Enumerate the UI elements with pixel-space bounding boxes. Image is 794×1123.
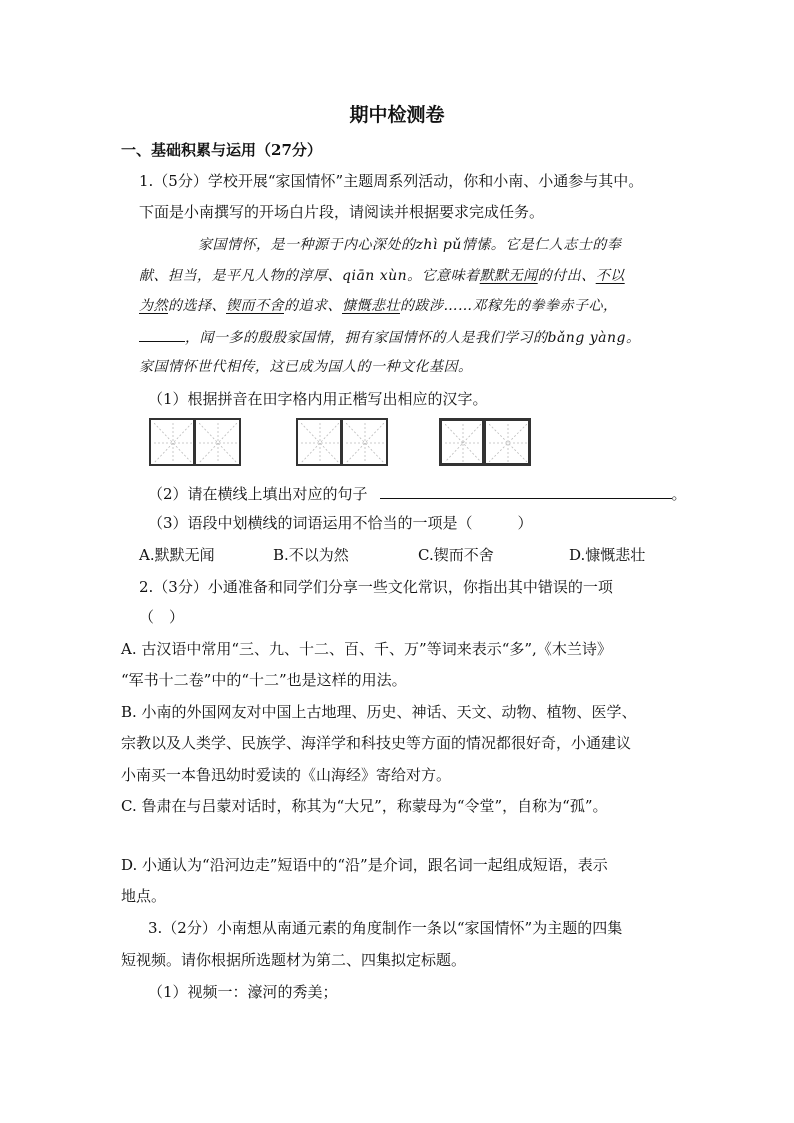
section-heading: 一、基础积累与运用（27分）: [121, 141, 322, 159]
passage-text: 献、担当，是平凡人物的淳厚、qiān xùn。它意味着: [139, 268, 480, 284]
q1-stem-line2: 下面是小南撰写的开场白片段，请阅读并根据要求完成任务。: [139, 203, 545, 221]
grid-cell[interactable]: [195, 418, 241, 466]
passage-line3: [139, 296, 618, 316]
grid-cell[interactable]: [342, 418, 388, 466]
underlined-word-b-part1: 不以: [595, 268, 625, 284]
q3-stem-line1: 3.（2分）小南想从南通元素的角度制作一条以“家国情怀”为主题的四集: [148, 919, 623, 937]
option-d[interactable]: D.慷慨悲壮: [569, 546, 646, 564]
passage-text: 的付出、: [537, 268, 596, 284]
q1-sub2-text: （2）请在横线上填出对应的句子: [148, 485, 368, 503]
q2-option-d-line1: D. 小通认为“沿河边走”短语中的“沿”是介词，跟名词一起组成短语，表示: [121, 856, 608, 874]
passage-text: 的跋涉……邓稼先的拳拳赤子心，: [400, 298, 618, 314]
option-b[interactable]: B.不以为然: [273, 546, 349, 564]
passage-line2: [139, 266, 625, 286]
writing-grid-2[interactable]: [296, 418, 388, 468]
option-a[interactable]: A.默默无闻: [139, 546, 215, 564]
q2-option-b-line2: 宗教以及人类学、民族学、海洋学和科技史等方面的情况都很好奇，小通建议: [121, 734, 632, 752]
writing-grid-3[interactable]: [439, 418, 531, 468]
q2-option-d-line2: 地点。: [121, 887, 167, 905]
q1-sub1: （1）根据拼音在田字格内用正楷写出相应的汉字。: [148, 390, 488, 408]
page-title: 期中检测卷: [349, 104, 445, 126]
underlined-word-a: 默默无闻: [479, 268, 538, 284]
q1-stem-line1: 1.（5分）学校开展“家国情怀”主题周系列活动，你和小南、小通参与其中。: [139, 172, 644, 190]
writing-grid-1[interactable]: [149, 418, 241, 468]
grid-cell[interactable]: [149, 418, 195, 466]
q2-answer-bracket[interactable]: （ ）: [139, 608, 185, 626]
q3-stem-line2: 短视频。请你根据所选题材为第二、四集拟定标题。: [121, 951, 467, 969]
q2-option-b-line1: B. 小南的外国网友对中国上古地理、历史、神话、天文、动物、植物、医学、: [121, 703, 637, 721]
answer-line[interactable]: [380, 484, 672, 499]
grid-cell[interactable]: [439, 418, 485, 466]
q2-option-c-line1: C. 鲁肃在与吕蒙对话时，称其为“大兄”，称蒙母为“令堂”，自称为“孤”。: [121, 797, 608, 815]
passage-line4: [139, 327, 640, 348]
grid-cell[interactable]: [296, 418, 342, 466]
q2-option-b-line3: 小南买一本鲁迅幼时爱读的《山海经》寄给对方。: [121, 766, 452, 784]
q3-video-1: （1）视频一：濠河的秀美；: [148, 983, 338, 1001]
q2-stem-line1: 2.（3分）小通准备和同学们分享一些文化常识，你指出其中错误的一项: [139, 578, 613, 596]
passage-text: ，闻一多的殷殷家国情，拥有家国情怀的人是我们学习的bǎng yàng。: [185, 330, 641, 346]
q1-sub3: （3）语段中划横线的词语运用不恰当的一项是（ ）: [148, 514, 533, 532]
option-c[interactable]: C.锲而不舍: [418, 546, 494, 564]
grid-cell[interactable]: [485, 418, 531, 466]
fill-blank[interactable]: [139, 327, 185, 342]
q2-option-a-line1: A. 古汉语中常用“三、九、十二、百、千、万”等词来表示“多”,《木兰诗》: [121, 640, 612, 658]
passage-line1: 家国情怀，是一种源于内心深处的zhì pǔ情愫。它是仁人志士的奉: [198, 237, 622, 253]
passage-line5: 家国情怀世代相传，这已成为国人的一种文化基因。: [139, 359, 473, 375]
underlined-word-d: 慷慨悲壮: [342, 298, 400, 314]
underlined-word-c: 锲而不舍: [226, 298, 284, 314]
passage-text: 的追求、: [284, 298, 342, 314]
q2-option-a-line2: “军书十二卷”中的“十二”也是这样的用法。: [121, 671, 407, 689]
underlined-word-b-part2: 为然: [139, 298, 168, 314]
passage-text: 的选择、: [168, 298, 226, 314]
q1-sub2-end: 。: [671, 485, 687, 503]
q1-sub2: [148, 484, 687, 504]
